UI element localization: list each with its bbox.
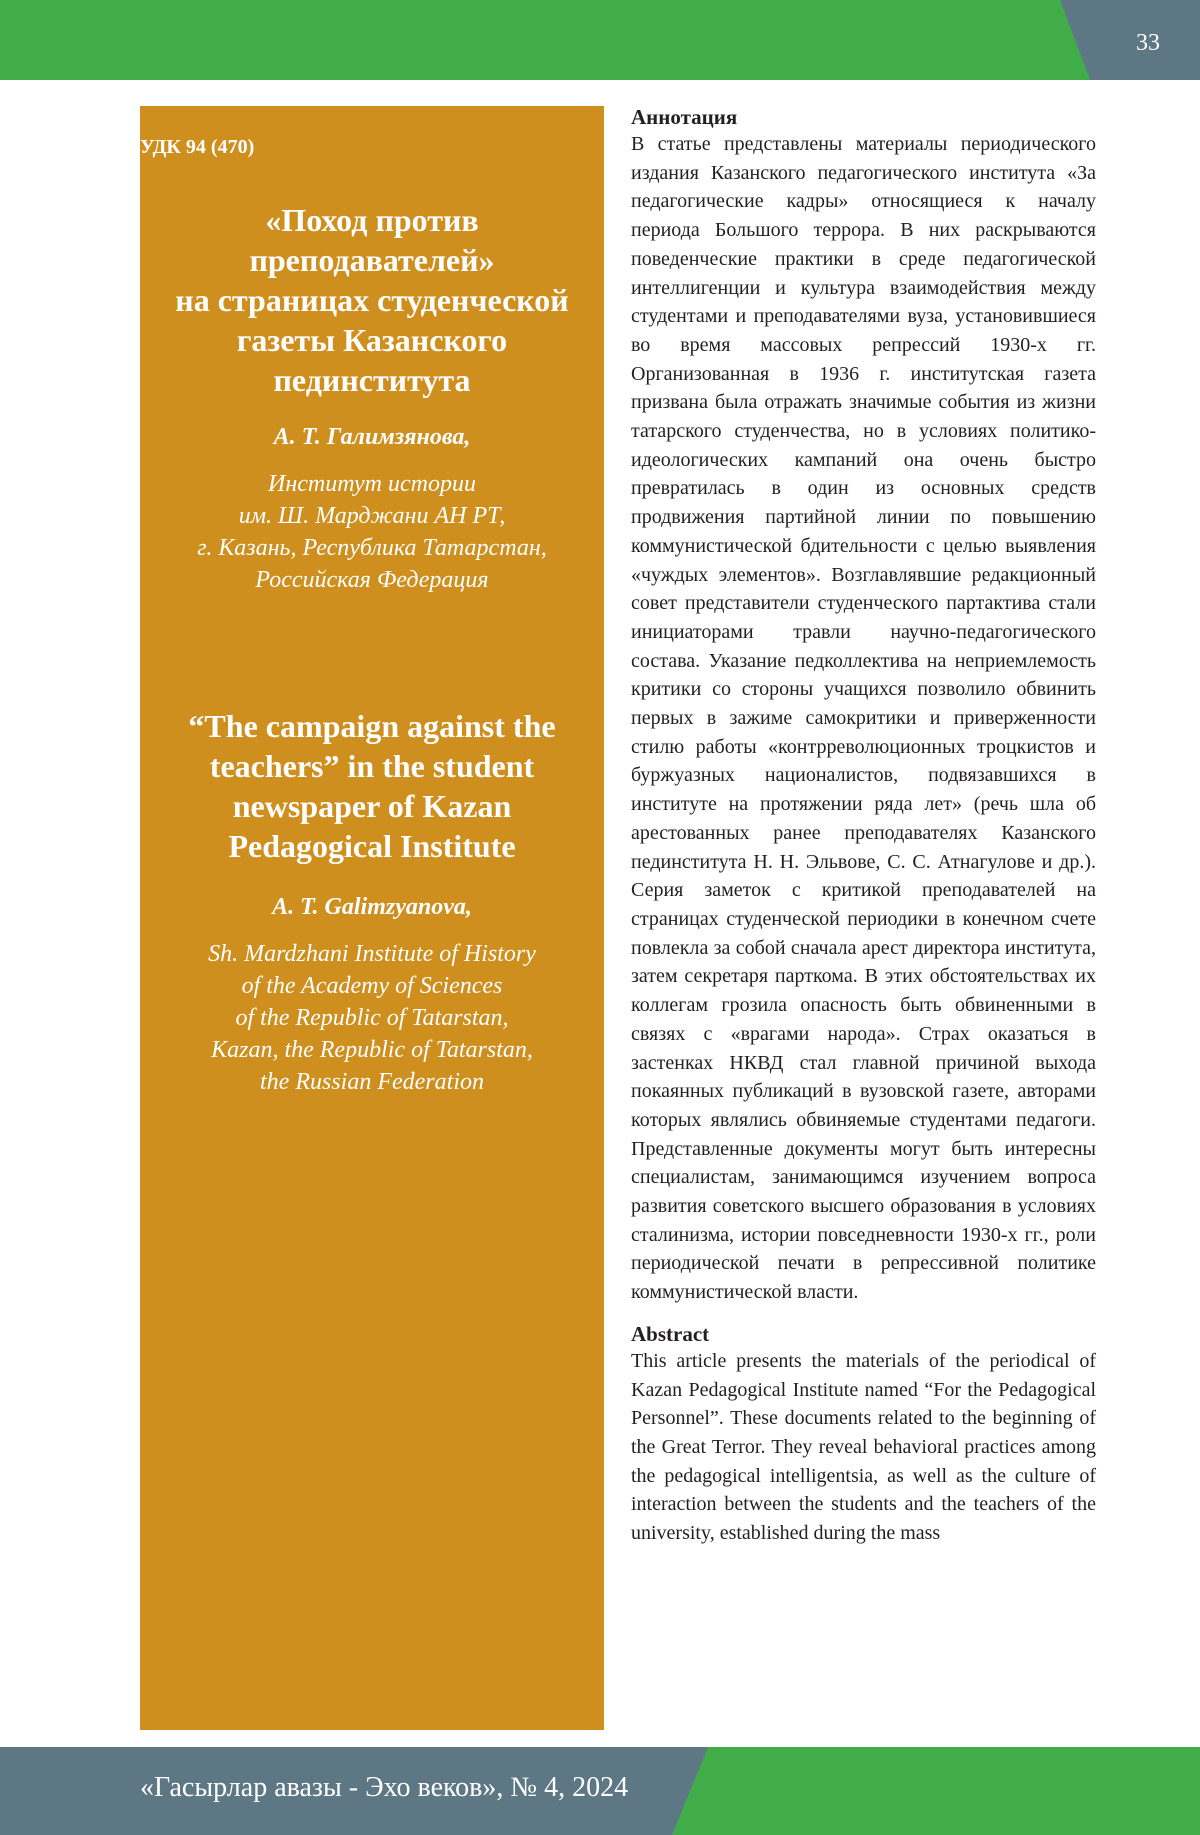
affiliation-line: Российская Федерация — [255, 567, 489, 593]
russian-author: А. Т. Галимзянова, — [273, 424, 471, 450]
title-line: newspaper of Kazan — [232, 788, 512, 824]
russian-affiliation — [140, 468, 604, 596]
title-line: «Поход против — [265, 202, 479, 238]
abstract-heading: Abstract — [631, 1321, 710, 1346]
title-line: на страницах студенческой — [175, 282, 569, 318]
annotation-text: В статье представлены материалы периодического издания Казанского педагогического института «За педагогические кадры» относящиеся к началу периода Большого террора. В них раскрываются поведенческие практики в среде педагогической интеллигенции и культура взаимодействия между студентами и преподавателями вуза, установившиеся во время массовых репрессий 1930-х гг. Организованная в 1936 г. институтская газета призвана была отражать значимые события из жизни татарского студенчества, но в условиях политико-идеологических кампаний она очень быстро превратилась в один из основных средств продвижения партийной линии по повышению коммунистической бдительности с целью выявления «чуждых элементов». Возглавлявшие редакционный совет представители студенческого партактива стали инициаторами травли научно-педагогического состава. Указание педколлектива на неприемлемость критики со стороны учащихся позволило обвинить первых в зажиме самокритики и приверженности стилю работы «контрреволюционных троцкистов и буржуазных националистов, подвязавшихся в институте на протяжении ряда лет» (речь шла об арестованных ранее преподавателях Казанского пединститута Н. Н. Эльвове, С. С. Атнагулове и др.). Серия заметок с критикой преподавателей на страницах студенческой периодики в конечном счете повлекла за собой сначала арест директора института, затем секретаря парткома. В этих обстоятельствах их коллегам грозила опасность быть обвиненными в связях с «врагами народа». Страх оказаться в застенках НКВД стал главной причиной выхода покаянных публикаций в вузовской газете, авторами которых являлись обвиняемые студентами педагоги. Представленные документы могут быть интересны специалистам, занимающимся изучением вопроса развития советского высшего образования в условиях сталинизма, истории повседневности 1930-х гг., роли периодической печати в репрессивной политике коммунистической власти. — [631, 133, 1096, 1304]
annotation-heading: Аннотация — [631, 105, 738, 129]
affiliation-line: Kazan, the Republic of Tatarstan, — [211, 1037, 533, 1063]
abstract-text: This article presents the materials of the periodical of Kazan Pedagogical Institute named “For the Pedagogical Personnel”. These documents related to the beginning of the Great Terror. They reveal behavioral practices among the pedagogical intelligentsia, as well as the culture of interaction between the students and the teachers of the university, established during the mass — [631, 1349, 1096, 1545]
text-column — [631, 104, 1096, 1548]
english-title — [140, 706, 604, 866]
title-line: “The campaign against the — [188, 708, 556, 744]
affiliation-line: г. Казань, Республика Татарстан, — [197, 535, 547, 561]
affiliation-line: Институт истории — [268, 471, 476, 497]
affiliation-line: of the Academy of Sciences — [241, 973, 503, 999]
title-line: Pedagogical Institute — [228, 828, 516, 864]
english-author: A. T. Galimzyanova, — [272, 894, 472, 920]
affiliation-line: Sh. Mardzhani Institute of History — [208, 941, 536, 967]
udk-code: УДК 94 (470) — [140, 136, 255, 158]
russian-title — [140, 200, 604, 400]
title-panel — [140, 106, 604, 1730]
title-line: газеты Казанского — [236, 322, 508, 358]
title-line: преподавателей» — [249, 242, 495, 278]
affiliation-line: the Russian Federation — [260, 1069, 484, 1095]
title-line: пединститута — [273, 362, 471, 398]
affiliation-line: им. Ш. Марджани АН РТ, — [238, 503, 506, 529]
top-banner — [0, 0, 1200, 80]
journal-title: «Гасырлар авазы - Эхо веков», № 4, 2024 — [140, 1772, 629, 1803]
title-line: teachers” in the student — [209, 748, 535, 784]
affiliation-line: of the Republic of Tatarstan, — [235, 1005, 509, 1031]
english-affiliation — [140, 938, 604, 1098]
page-number: 33 — [1136, 30, 1160, 56]
footer-accent — [672, 1747, 1200, 1835]
